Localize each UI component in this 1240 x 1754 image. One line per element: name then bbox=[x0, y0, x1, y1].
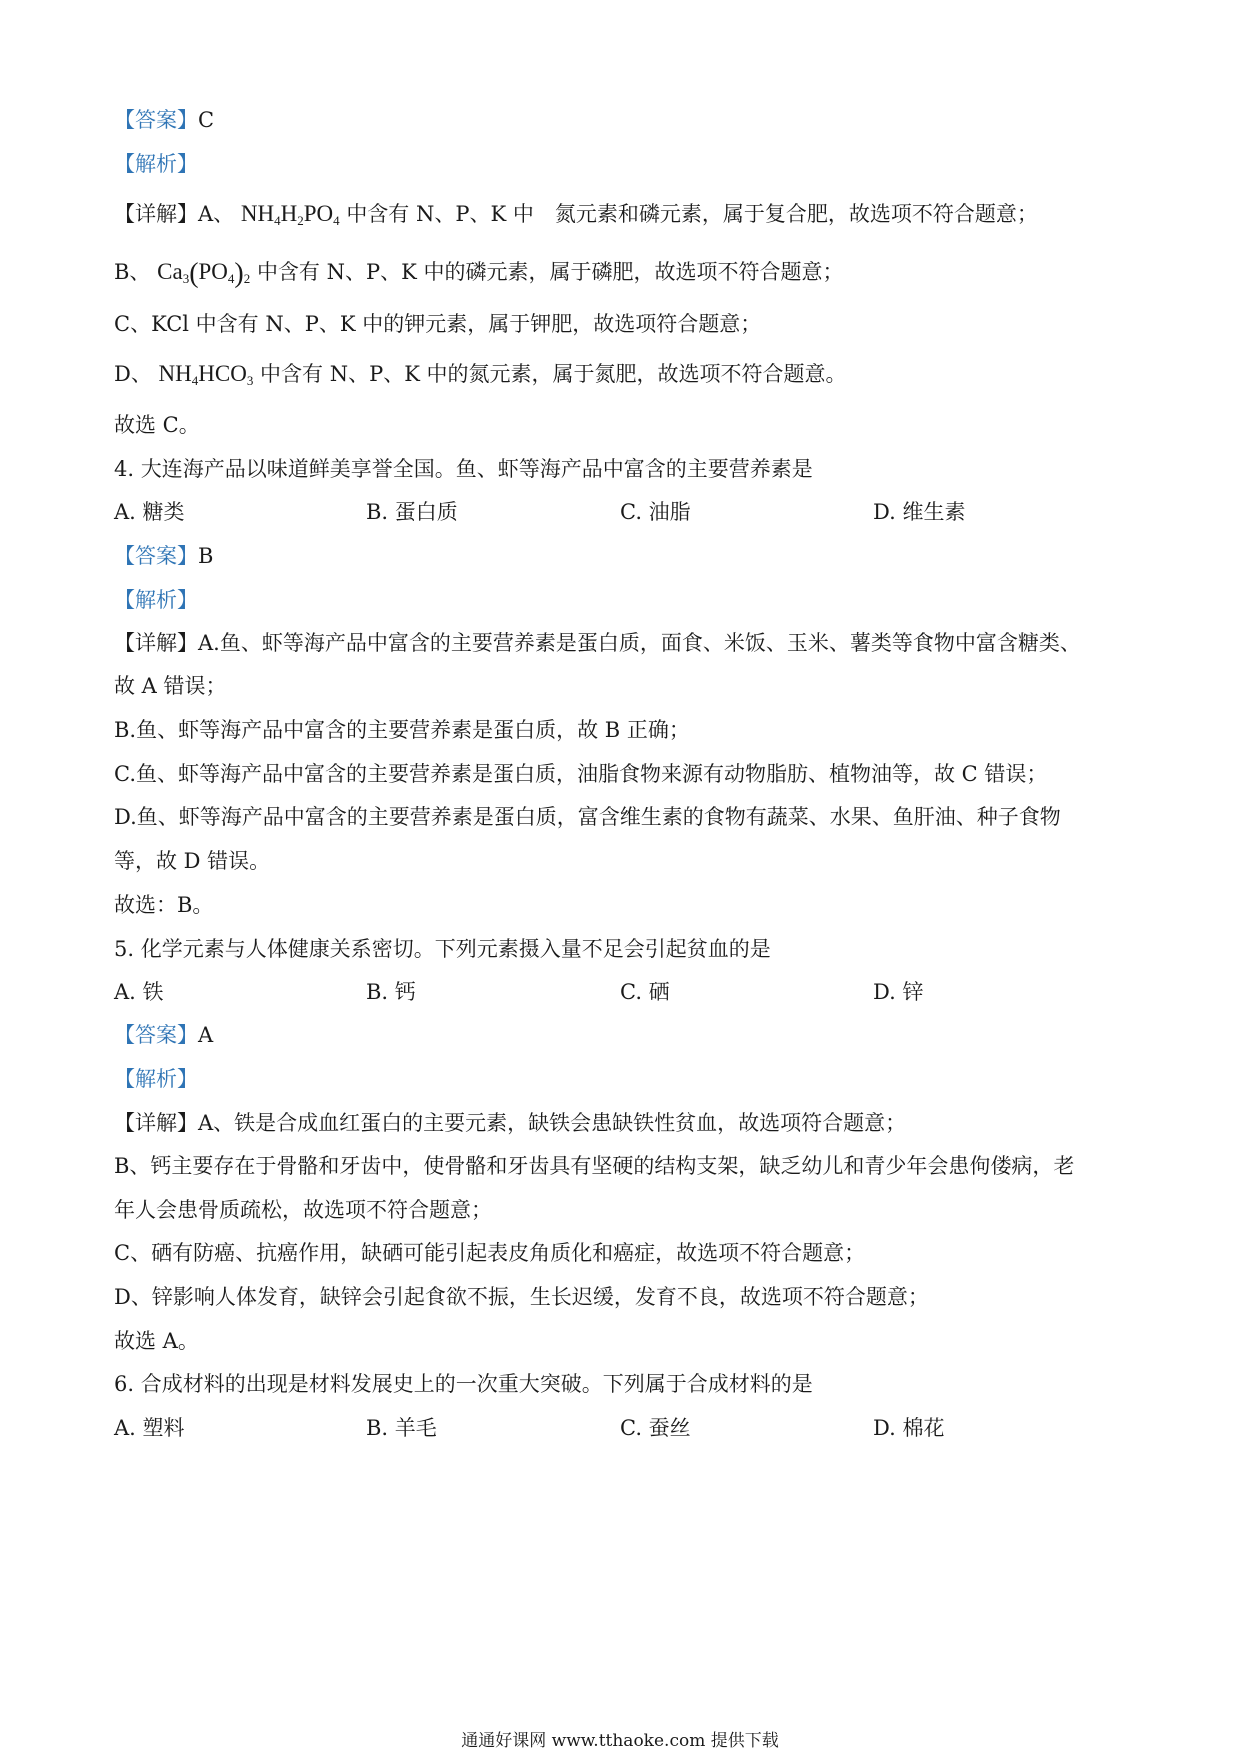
q4-question: 4. 大连海产品以味道鲜美享誉全国。鱼、虾等海产品中富含的主要营养素是 bbox=[114, 457, 813, 481]
q5-question: 5. 化学元素与人体健康关系密切。下列元素摄入量不足会引起贫血的是 bbox=[114, 937, 771, 961]
q5-detail-c: C、硒有防癌、抗癌作用，缺硒可能引起表皮角质化和癌症，故选项不符合题意； bbox=[114, 1241, 866, 1265]
q3-analysis-tag bbox=[114, 150, 198, 178]
q4-conclusion: 故选：B。 bbox=[114, 893, 214, 917]
q5-conclusion: 故选 A。 bbox=[114, 1329, 199, 1353]
detail-tag: 【详解】 bbox=[114, 1111, 198, 1135]
detail-d-suffix: 中含有 N、P、K 中的氮元素，属于氮肥，故选项不符合题意。 bbox=[260, 362, 847, 386]
q5-option-b: B. 钙 bbox=[366, 980, 416, 1004]
q3-detail-a bbox=[114, 200, 1038, 235]
q4-detail-d: D.鱼、虾等海产品中富含的主要营养素是蛋白质，富含维生素的食物有蔬菜、水果、鱼肝油、种子食物 bbox=[114, 805, 1061, 829]
answer-value: B bbox=[198, 544, 214, 568]
analysis-tag: 【解析】 bbox=[114, 152, 198, 176]
q4-detail-c: C.鱼、虾等海产品中富含的主要营养素是蛋白质，油脂食物来源有动物脂肪、植物油等，故 C 错误； bbox=[114, 762, 1048, 786]
q4-analysis-tag bbox=[114, 586, 198, 614]
q5-analysis-tag bbox=[114, 1065, 198, 1093]
q3-detail-d bbox=[114, 360, 847, 395]
q5-option-c: C. 硒 bbox=[620, 980, 670, 1004]
q6-option-d: D. 棉花 bbox=[873, 1416, 945, 1440]
q6-option-b: B. 羊毛 bbox=[366, 1416, 437, 1440]
detail-b-suffix: 中含有 N、P、K 中的磷元素，属于磷肥，故选项不符合题意； bbox=[256, 260, 844, 284]
q5-option-d: D. 锌 bbox=[873, 980, 924, 1004]
analysis-tag: 【解析】 bbox=[114, 1067, 198, 1091]
answer-tag: 【答案】 bbox=[114, 544, 198, 568]
q6-option-a: A. 塑料 bbox=[114, 1416, 185, 1440]
q4-option-a: A. 糖类 bbox=[114, 500, 185, 524]
answer-value: A bbox=[198, 1023, 214, 1047]
q3-conclusion: 故选 C。 bbox=[114, 413, 200, 437]
detail-tag: 【详解】 bbox=[114, 631, 198, 655]
formula-nh4hco3: $NH_4HCO_3$ bbox=[158, 361, 254, 388]
q6-option-c: C. 蚕丝 bbox=[620, 1416, 691, 1440]
analysis-tag: 【解析】 bbox=[114, 588, 198, 612]
q3-detail-c: C、KCl 中含有 N、P、K 中的钾元素，属于钾肥，故选项符合题意； bbox=[114, 312, 762, 336]
formula-ca3po42: $Ca_3(PO_4)_2$ bbox=[157, 258, 251, 289]
q4-detail-a bbox=[114, 629, 1081, 657]
q6-question: 6. 合成材料的出现是材料发展史上的一次重大突破。下列属于合成材料的是 bbox=[114, 1372, 813, 1396]
detail-tag: 【详解】 bbox=[114, 202, 198, 226]
detail-a-text: A、铁是合成血红蛋白的主要元素，缺铁会患缺铁性贫血，故选项符合题意； bbox=[198, 1111, 907, 1135]
q5-detail-b: B、钙主要存在于骨骼和牙齿中，使骨骼和牙齿具有坚硬的结构支架，缺乏幼儿和青少年会患佝偻病，老 bbox=[114, 1154, 1075, 1178]
detail-a-prefix: A、 bbox=[198, 202, 235, 226]
q5-detail-a bbox=[114, 1109, 906, 1137]
q4-option-d: D. 维生素 bbox=[873, 500, 966, 524]
q5-detail-b-cont: 年人会患骨质疏松，故选项不符合题意； bbox=[114, 1198, 492, 1222]
detail-b-prefix: B、 bbox=[114, 260, 151, 284]
q4-detail-b: B.鱼、虾等海产品中富含的主要营养素是蛋白质，故 B 正确； bbox=[114, 718, 690, 742]
q4-option-b: B. 蛋白质 bbox=[366, 500, 458, 524]
q4-option-c: C. 油脂 bbox=[620, 500, 691, 524]
q3-detail-b bbox=[114, 258, 843, 293]
answer-tag: 【答案】 bbox=[114, 108, 198, 132]
q4-detail-d-cont: 等，故 D 错误。 bbox=[114, 849, 271, 873]
q5-answer-line bbox=[114, 1021, 213, 1049]
formula-nh4h2po4: $NH_4H_2PO_4$ bbox=[240, 201, 340, 228]
page-footer: 通通好课网 www.tthaoke.com 提供下载 bbox=[461, 1731, 779, 1751]
detail-d-prefix: D、 bbox=[114, 362, 152, 386]
q5-detail-d: D、锌影响人体发育，缺锌会引起食欲不振，生长迟缓，发育不良，故选项不符合题意； bbox=[114, 1285, 929, 1309]
q3-answer-line bbox=[114, 106, 214, 134]
answer-tag: 【答案】 bbox=[114, 1023, 198, 1047]
q5-option-a: A. 铁 bbox=[114, 980, 164, 1004]
q4-answer-line bbox=[114, 542, 213, 570]
q4-detail-a-cont: 故 A 错误； bbox=[114, 674, 227, 698]
answer-value: C bbox=[198, 108, 215, 132]
detail-a-suffix: 中含有 N、P、K 中 氮元素和磷元素，属于复合肥，故选项不符合题意； bbox=[346, 202, 1038, 226]
detail-a-text: A.鱼、虾等海产品中富含的主要营养素是蛋白质，面食、米饭、玉米、薯类等食物中富含糖类、 bbox=[198, 631, 1081, 655]
